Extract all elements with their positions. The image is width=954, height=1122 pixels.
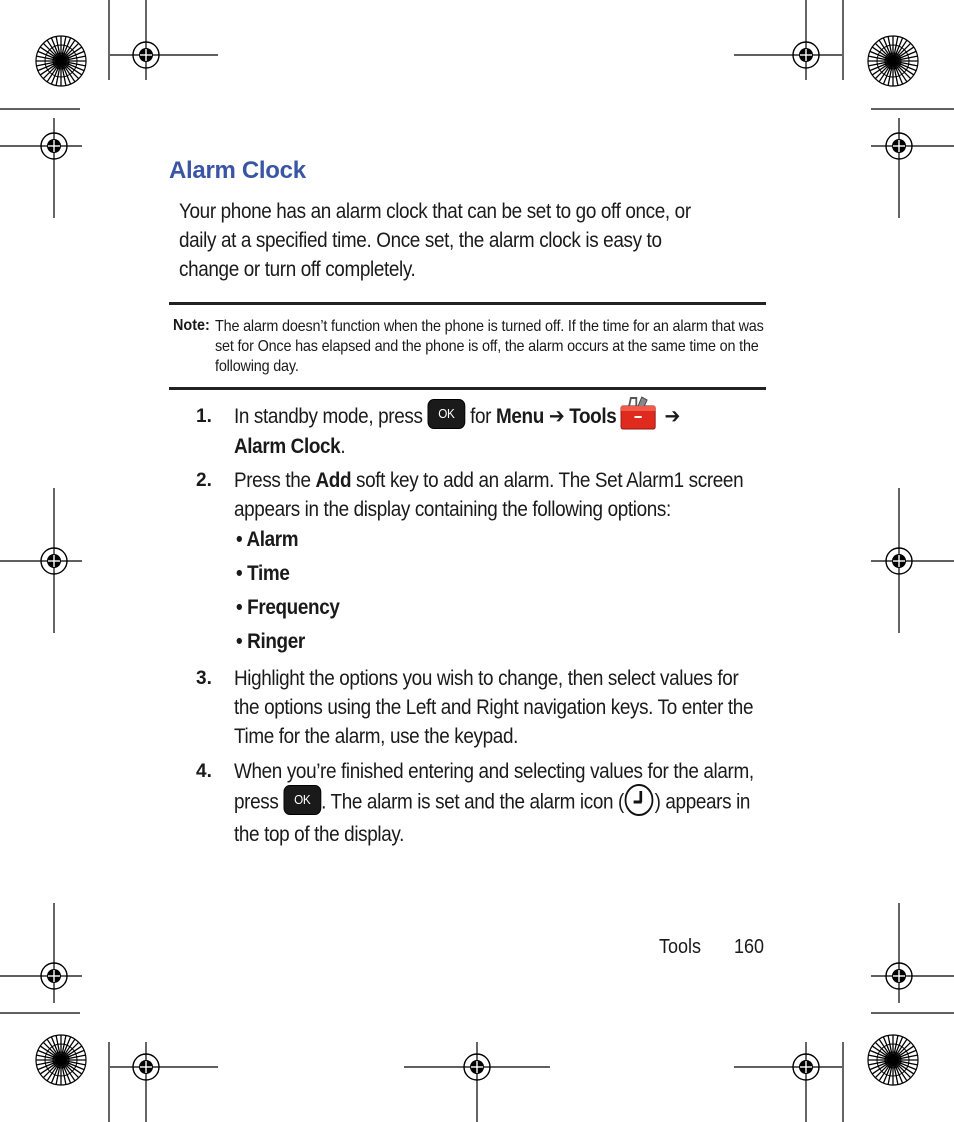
ok-key-icon: OK bbox=[427, 399, 465, 429]
arrow-icon: ➔ bbox=[548, 405, 565, 428]
toolbox-icon bbox=[620, 396, 656, 426]
ok-key-icon: OK bbox=[283, 785, 321, 815]
footer-section-name: Tools bbox=[659, 936, 702, 958]
option-item: • Time bbox=[236, 562, 290, 585]
step-number: 2. bbox=[196, 470, 212, 491]
alarm-clock-label: Alarm Clock bbox=[234, 435, 341, 459]
step-number: 3. bbox=[196, 668, 212, 689]
note-text: The alarm doesn’t function when the phone is turned off. If the time for an alarm that was set for Once has elapsed and the phone is off, the alarm occurs at the same time on the following day. bbox=[215, 318, 764, 375]
intro-paragraph: Your phone has an alarm clock that can be set to go off once, or daily at a specified time. Once set, the alarm clock is easy to change or turn off completely. bbox=[179, 200, 691, 281]
alarm-clock-icon bbox=[624, 783, 655, 817]
step-1-text: In standby mode, press OK for Menu ➔ Tools ➔ Alarm Clock. bbox=[234, 402, 765, 461]
step-2-text: Press the Add soft key to add an alarm. The Set Alarm1 screen appears in the display containing the following options: bbox=[234, 469, 744, 521]
tools-label: Tools bbox=[569, 405, 617, 428]
arrow-icon: ➔ bbox=[664, 405, 680, 428]
add-softkey-label: Add bbox=[315, 469, 352, 492]
step-3-text: Highlight the options you wish to change, then select values for the options using the Left and Right navigation keys. To enter the Time for the alarm, use the keypad. bbox=[234, 667, 754, 748]
note-box bbox=[169, 302, 766, 390]
step-number: 4. bbox=[196, 761, 212, 782]
option-item: • Alarm bbox=[236, 528, 299, 551]
note-label: Note: bbox=[173, 317, 210, 334]
page-number: 160 bbox=[734, 936, 765, 958]
option-item: • Ringer bbox=[236, 630, 305, 653]
step-number: 1. bbox=[196, 406, 212, 427]
option-item: • Frequency bbox=[236, 596, 340, 619]
step-4-text: When you’re finished entering and selecting values for the alarm, press OK . The alarm is set and the alarm icon ( ) appears in the top of the display. bbox=[234, 760, 754, 846]
page-title: Alarm Clock bbox=[169, 157, 306, 184]
menu-label: Menu bbox=[496, 405, 544, 428]
